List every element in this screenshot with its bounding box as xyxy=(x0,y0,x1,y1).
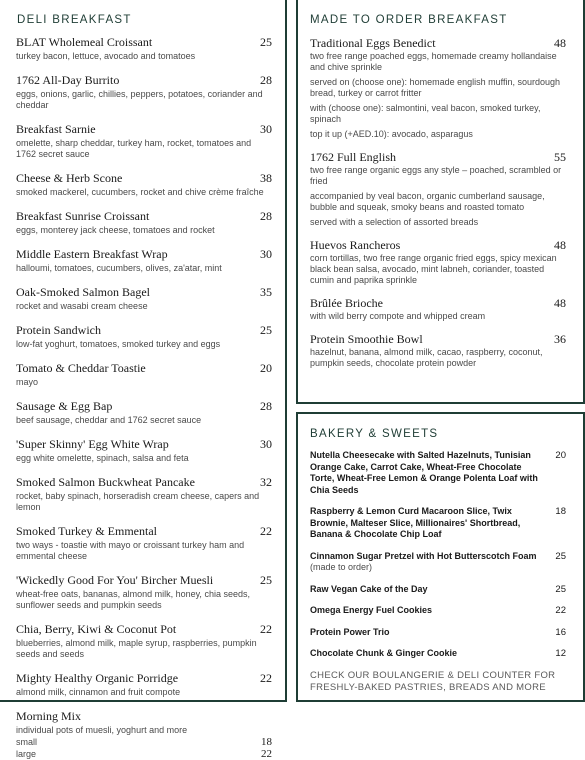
menu-item-price: 22 xyxy=(260,622,272,636)
menu-item-price: 25 xyxy=(260,35,272,49)
menu-item-row xyxy=(16,709,272,724)
bakery-item-name xyxy=(310,605,432,617)
menu-item-row xyxy=(16,285,272,300)
menu-item-price: 35 xyxy=(260,285,272,299)
menu-item-description: eggs, monterey jack cheese, tomatoes and rocket xyxy=(16,225,215,235)
menu-item-row xyxy=(16,671,272,686)
menu-item-name: 1762 Full English xyxy=(310,150,397,164)
menu-item-description: beef sausage, cheddar and 1762 secret sauce xyxy=(16,415,202,425)
menu-item-name: Morning Mix xyxy=(16,709,82,723)
menu-item-note: accompanied by veal bacon, organic cumberland sausage, bubble and squeak, smoky beans and roasted tomato xyxy=(310,191,545,212)
menu-item-name: Huevos Rancheros xyxy=(310,238,401,252)
menu-item-price: 22 xyxy=(260,524,272,538)
menu-item-price: 28 xyxy=(260,399,272,413)
menu-item-description: two ways - toastie with mayo or croissant turkey ham and emmental cheese xyxy=(16,540,245,561)
menu-item-note: top it up (+AED.10): avocado, asparagus xyxy=(310,129,473,139)
menu-item-description: omelette, sharp cheddar, turkey ham, rocket, tomatoes and 1762 secret sauce xyxy=(16,138,252,159)
bakery-item-price: 12 xyxy=(555,648,566,659)
menu-item-price: 30 xyxy=(260,247,272,261)
menu-item-row xyxy=(16,73,272,88)
bakery-item-name-text: Cinnamon Sugar Pretzel with Hot Butterscotch Foam xyxy=(310,550,537,561)
menu-item xyxy=(16,671,272,698)
menu-item-price: 28 xyxy=(260,73,272,87)
deli-breakfast-title: DELI BREAKFAST xyxy=(17,14,132,26)
menu-item-name: Tomato & Cheddar Toastie xyxy=(16,361,146,375)
menu-item-price: 48 xyxy=(554,36,566,50)
menu-item xyxy=(16,524,272,562)
menu-item-name: 1762 All-Day Burrito xyxy=(16,73,120,87)
menu-item-name: Mighty Healthy Organic Porridge xyxy=(16,671,179,685)
menu-item-row xyxy=(310,238,566,253)
deli-breakfast-panel xyxy=(0,0,287,760)
bakery-item-price: 25 xyxy=(555,550,566,562)
bakery-sweets-panel xyxy=(296,412,585,702)
menu-item-row xyxy=(16,475,272,490)
bakery-item xyxy=(310,450,566,496)
menu-item-price: 30 xyxy=(260,437,272,451)
menu-item-name: Smoked Turkey & Emmental xyxy=(16,524,157,538)
menu-item-price: 25 xyxy=(260,323,272,337)
menu-item xyxy=(16,573,272,611)
bakery-item-name xyxy=(310,551,537,574)
menu-item-note: with (choose one): salmontini, veal bacon, smoked turkey, spinach xyxy=(310,103,541,124)
deli-items-list xyxy=(16,35,272,760)
menu-item xyxy=(16,399,272,426)
menu-item xyxy=(16,35,272,62)
menu-item-description: smoked mackerel, cucumbers, rocket and chive crème fraîche xyxy=(16,187,264,197)
bakery-item xyxy=(310,584,566,596)
size-option-price: 22 xyxy=(261,748,272,760)
menu-item-description: hazelnut, banana, almond milk, cacao, raspberry, coconut, pumpkin seeds, chocolate protein powder xyxy=(310,347,543,368)
menu-item-name: Traditional Eggs Benedict xyxy=(310,36,436,50)
menu-item-price: 25 xyxy=(260,573,272,587)
menu-item-row xyxy=(310,296,566,311)
bakery-item-price: 20 xyxy=(555,450,566,461)
menu-item-name: Chia, Berry, Kiwi & Coconut Pot xyxy=(16,622,177,636)
menu-item-row xyxy=(16,35,272,50)
menu-item-row xyxy=(16,437,272,452)
menu-item-row xyxy=(310,150,566,165)
menu-item xyxy=(310,150,566,228)
bakery-item-name-text: Nutella Cheesecake with Salted Hazelnuts, Tunisian Orange Cake, Carrot Cake, Wheat-Free Chocolate Torte, Wheat-Free Lemon & Orange Polenta Loaf with Chia Seeds xyxy=(310,450,538,495)
menu-item xyxy=(310,36,566,140)
menu-item xyxy=(16,247,272,274)
menu-item xyxy=(310,238,566,286)
menu-item-price: 28 xyxy=(260,209,272,223)
bakery-item-price: 22 xyxy=(555,605,566,616)
menu-item-description: egg white omelette, spinach, salsa and feta xyxy=(16,453,189,463)
menu-item xyxy=(16,709,272,760)
bakery-item-name-text: Raw Vegan Cake of the Day xyxy=(310,583,428,594)
menu-item-row xyxy=(16,622,272,637)
bakery-item xyxy=(310,627,566,639)
menu-item-description: individual pots of muesli, yoghurt and more xyxy=(16,725,188,735)
menu-item-description: mayo xyxy=(16,377,39,387)
menu-item-name: Smoked Salmon Buckwheat Pancake xyxy=(16,475,195,489)
menu-item-description: blueberries, almond milk, maple syrup, raspberries, pumpkin seeds and seeds xyxy=(16,638,257,659)
bakery-item-name xyxy=(310,506,545,541)
menu-item-name: 'Wickedly Good For You' Bircher Muesli xyxy=(16,573,214,587)
bakery-item xyxy=(310,648,566,660)
made-to-order-panel xyxy=(296,0,585,404)
menu-item-name: Oak-Smoked Salmon Bagel xyxy=(16,285,150,299)
menu-item-row xyxy=(310,36,566,51)
menu-item-name: Cheese & Herb Scone xyxy=(16,171,123,185)
bakery-item-price: 16 xyxy=(555,626,566,638)
menu-item-description: low-fat yoghurt, tomatoes, smoked turkey and eggs xyxy=(16,339,221,349)
menu-item-price: 48 xyxy=(554,296,566,310)
bakery-item xyxy=(310,551,566,574)
menu-item xyxy=(16,209,272,236)
menu-item-name: Middle Eastern Breakfast Wrap xyxy=(16,247,168,261)
menu-item-description: wheat-free oats, bananas, almond milk, honey, chia seeds, sunflower seeds and pumpkin seeds xyxy=(16,589,250,610)
menu-item-price: 32 xyxy=(260,475,272,489)
menu-item-row xyxy=(310,332,566,347)
menu-item-name: Sausage & Egg Bap xyxy=(16,399,113,413)
menu-item-name: Protein Sandwich xyxy=(16,323,101,337)
menu-item-name: Breakfast Sarnie xyxy=(16,122,96,136)
bakery-item-name-text: Omega Energy Fuel Cookies xyxy=(310,605,433,615)
menu-item-price: 48 xyxy=(554,238,566,252)
menu-item xyxy=(16,122,272,160)
menu-item xyxy=(16,171,272,198)
bakery-item-price: 18 xyxy=(555,506,566,517)
size-option-label: large xyxy=(16,749,37,759)
made-to-order-items-list xyxy=(310,36,566,369)
menu-item-description: eggs, onions, garlic, chillies, peppers, potatoes, coriander and cheddar xyxy=(16,89,263,110)
menu-item-row xyxy=(16,247,272,262)
menu-item xyxy=(16,437,272,464)
menu-item-row xyxy=(16,171,272,186)
menu-item xyxy=(310,332,566,369)
bakery-item-note: (made to order) xyxy=(310,562,373,572)
menu-item-description: rocket, baby spinach, horseradish cream cheese, capers and lemon xyxy=(16,491,260,512)
bakery-items-list xyxy=(310,450,566,694)
menu-item-price: 55 xyxy=(554,150,566,164)
menu-item-row xyxy=(16,361,272,376)
size-option-row xyxy=(16,736,272,748)
menu-item xyxy=(16,323,272,350)
menu-item-note: served with a selection of assorted breads xyxy=(310,217,479,227)
menu-item-price: 36 xyxy=(554,332,566,346)
menu-item-row xyxy=(16,122,272,137)
menu-item-description: two free range poached eggs, homemade creamy hollandaise and chive sprinkle xyxy=(310,51,557,72)
menu-item-description: halloumi, tomatoes, cucumbers, olives, za'atar, mint xyxy=(16,263,222,273)
bakery-item-name xyxy=(310,584,428,596)
menu-item-price: 38 xyxy=(260,171,272,185)
bakery-item-name-text: Chocolate Chunk & Ginger Cookie xyxy=(310,648,458,658)
bakery-item-name xyxy=(310,450,545,496)
menu-item-note: served on (choose one): homemade english muffin, sourdough bread, turkey or carrot fritter xyxy=(310,77,560,98)
menu-item-name: Protein Smoothie Bowl xyxy=(310,332,423,346)
menu-item-row xyxy=(16,573,272,588)
menu-item-description: corn tortillas, two free range organic fried eggs, spicy mexican black bean salsa, avocado, mint labneh, coriander, toasted cumin and paprika sprinkle xyxy=(310,253,557,285)
menu-item-name: 'Super Skinny' Egg White Wrap xyxy=(16,437,169,451)
size-option-price: 18 xyxy=(261,736,272,748)
menu-item-price: 30 xyxy=(260,122,272,136)
menu-item-row xyxy=(16,323,272,338)
size-option-row xyxy=(16,748,272,760)
menu-item-price: 22 xyxy=(260,671,272,685)
menu-item xyxy=(310,296,566,322)
menu-item-price: 20 xyxy=(260,361,272,375)
menu-item-row xyxy=(16,399,272,414)
menu-item-row xyxy=(16,209,272,224)
bakery-item-name xyxy=(310,648,457,660)
menu-item xyxy=(16,73,272,111)
menu-item-description: almond milk, cinnamon and fruit compote xyxy=(16,687,181,697)
bakery-sweets-title: BAKERY & SWEETS xyxy=(310,428,439,440)
bakery-item xyxy=(310,506,566,541)
bakery-item xyxy=(310,605,566,617)
menu-item-description: turkey bacon, lettuce, avocado and tomatoes xyxy=(16,51,196,61)
menu-item-row xyxy=(16,524,272,539)
menu-item xyxy=(16,285,272,312)
menu-item-description: rocket and wasabi cream cheese xyxy=(16,301,148,311)
bakery-footer-note: CHECK OUR BOULANGERIE & DELI COUNTER FOR FRESHLY-BAKED PASTRIES, BREADS AND MORE xyxy=(310,669,556,693)
menu-item-description: two free range organic eggs any style – poached, scrambled or fried xyxy=(310,165,562,186)
menu-item xyxy=(16,475,272,513)
bakery-item-name xyxy=(310,627,390,639)
menu-item-name: Breakfast Sunrise Croissant xyxy=(16,209,150,223)
menu-item-description: with wild berry compote and whipped cream xyxy=(310,311,486,321)
menu-item xyxy=(16,622,272,660)
menu-item-name: Brûlée Brioche xyxy=(310,296,383,310)
bakery-item-name-text: Protein Power Trio xyxy=(310,626,390,637)
bakery-item-name-text: Raspberry & Lemon Curd Macaroon Slice, Twix Brownie, Malteser Slice, Millionaires' Shortbread, Banana & Chocolate Chip Loaf xyxy=(310,506,521,539)
menu-item-name: BLAT Wholemeal Croissant xyxy=(16,35,153,49)
menu-item xyxy=(16,361,272,388)
made-to-order-title: MADE TO ORDER BREAKFAST xyxy=(310,14,508,26)
bakery-item-price: 25 xyxy=(555,583,566,595)
size-option-label: small xyxy=(16,737,38,747)
